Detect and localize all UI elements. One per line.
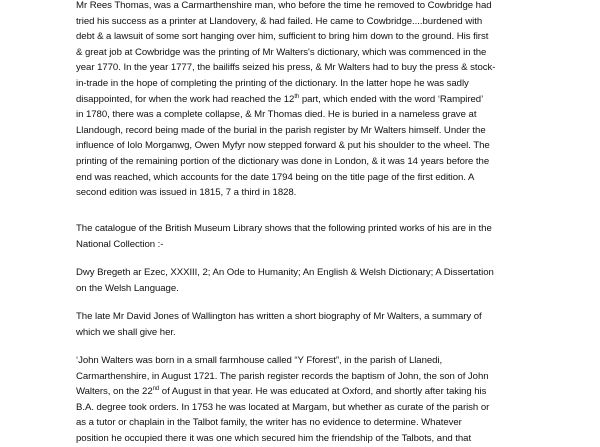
text-fragment: of August in that year. He was educated at Oxford, and shortly after taking his bbox=[159, 386, 487, 398]
text-line: debt & a lawsuit of some sort hanging over him, sufficient to bring him down to the ground. His first bbox=[76, 31, 489, 43]
text-fragment: Walters, on the 22 bbox=[76, 386, 153, 398]
text-line: which we shall give her. bbox=[76, 326, 176, 338]
text-line: as a tutor or chaplain in the Talbot family, the writer has no evidence to determine. Whatever bbox=[76, 417, 462, 429]
text-line: in 1780, there was a complete collapse, & Mr Thomas died. He is buried in a nameless grave at bbox=[76, 109, 477, 121]
text-line: influence of Iolo Morganwg, Owen Myfyr now stepped forward & put his shoulder to the wheel. The bbox=[76, 140, 490, 152]
text-line: Mr Rees Thomas, was a Carmarthenshire man, who before the time he removed to Cowbridge had bbox=[76, 0, 492, 11]
text-line: on the Welsh Language. bbox=[76, 282, 179, 294]
text-line-with-superscript bbox=[76, 384, 536, 400]
text-line: position he occupied there it was one which secured him the friendship of the Talbots, and that bbox=[76, 432, 472, 444]
paragraph-catalogue bbox=[76, 221, 536, 252]
text-fragment: disappointed, for when the work had reached the 12 bbox=[76, 93, 295, 105]
text-line: tried his success as a printer at Llandovery, & had failed. He came to Cowbridge....burdened with bbox=[76, 15, 483, 27]
text-line: & great job at Cowbridge was the printing of Mr Walters's dictionary, which was commenced in the bbox=[76, 46, 487, 58]
text-line: B.A. degree took orders. In 1753 he was located at Margam, but whether as curate of the parish or bbox=[76, 401, 490, 413]
text-line: Carmarthenshire, in August 1721. The parish register records the baptism of John, the son of John bbox=[76, 370, 489, 382]
text-line: Dwy Bregeth ar Ezec, XXXIII, 2; An Ode to Humanity; An English & Welsh Dictionary; A Dissertation bbox=[76, 267, 494, 278]
text-line: The catalogue of the British Museum Library shows that the following printed works of his are in the bbox=[76, 223, 492, 234]
paragraph-biography-intro bbox=[76, 309, 536, 340]
ordinal-superscript: th bbox=[294, 93, 300, 100]
ordinal-superscript: nd bbox=[152, 386, 160, 392]
paragraph-works-list bbox=[76, 265, 536, 296]
paragraph-john-walters bbox=[76, 353, 536, 447]
text-line: National Collection :- bbox=[76, 238, 164, 250]
text-line: printing of the remaining portion of the dictionary was done in London, & it was 14 years before the bbox=[76, 155, 490, 167]
text-line: end was reached, which accounts for the date 1794 being on the title page of the first edition. A bbox=[76, 171, 475, 183]
paragraph-rees-thomas bbox=[76, 0, 536, 201]
text-line: The late Mr David Jones of Wallington has written a short biography of Mr Walters, a summary of bbox=[76, 311, 482, 322]
text-line: Llandough, record being made of the burial in the parish register by Mr Walters himself. Under the bbox=[76, 124, 486, 136]
text-line: year 1770. In the year 1777, the bailiffs seized his press, & Mr Walters had to buy the press & stock- bbox=[76, 62, 496, 74]
text-line: in-trade in the hope of completing the printing of the dictionary. In the latter hope he was sadly bbox=[76, 77, 469, 89]
text-line: second edition was issued in 1815, 7 a third in 1828. bbox=[76, 187, 297, 199]
text-line: ‘John Walters was born in a small farmhouse called “Y Fforest”, in the parish of Llanedi, bbox=[76, 355, 443, 366]
text-line-with-superscript bbox=[76, 92, 536, 108]
text-fragment: part, which ended with the word ‘Rampired’ bbox=[299, 93, 484, 105]
